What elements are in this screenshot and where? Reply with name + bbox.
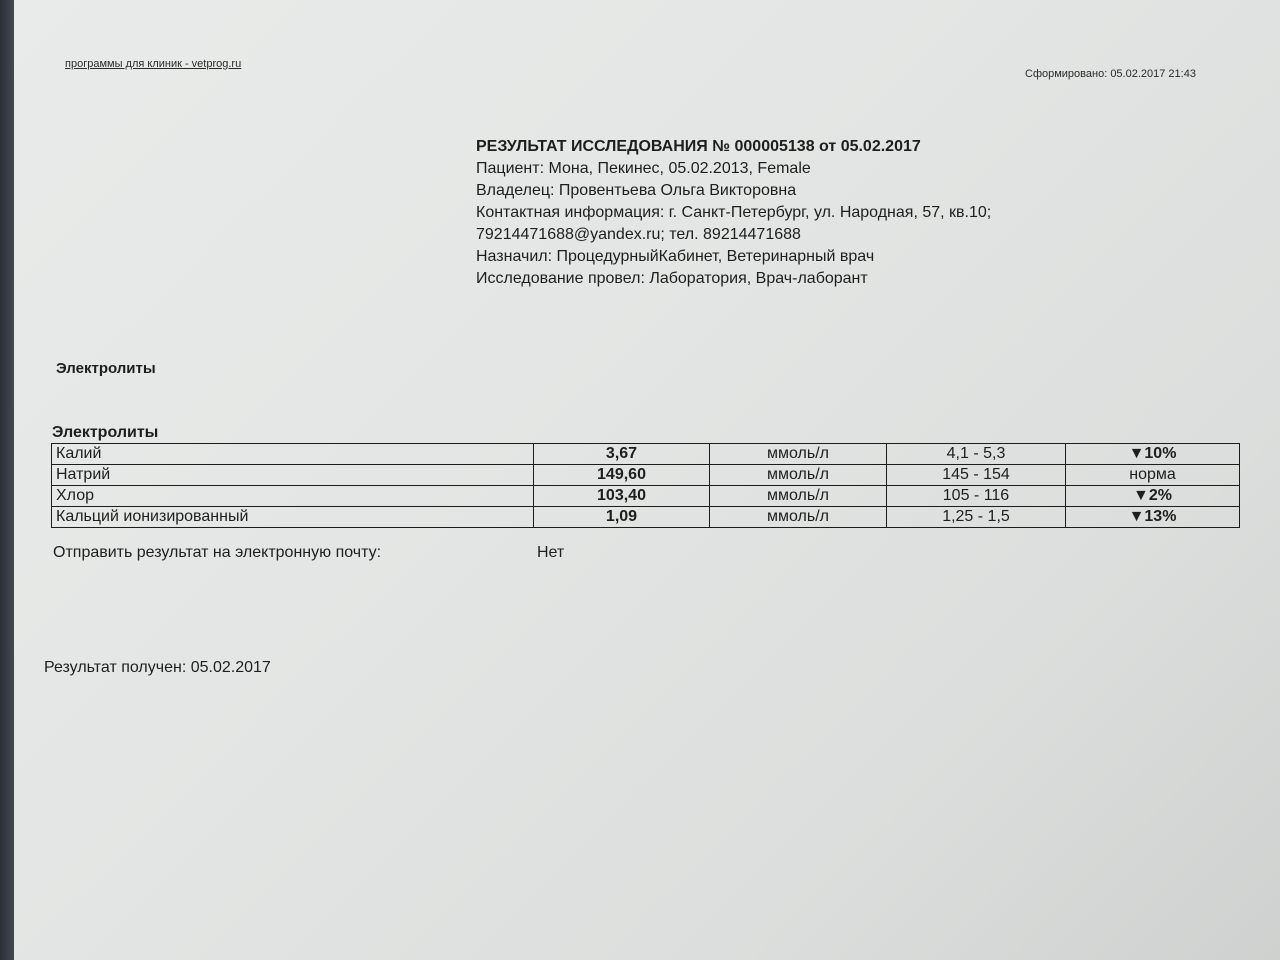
reference-range: 1,25 - 1,5 bbox=[887, 507, 1066, 528]
analyte-unit: ммоль/л bbox=[710, 507, 887, 528]
ordered-by-line: Назначил: ПроцедурныйКабинет, Ветеринарный врач bbox=[476, 248, 875, 265]
analyte-unit: ммоль/л bbox=[710, 444, 887, 465]
table-row bbox=[52, 486, 1240, 507]
table-row bbox=[52, 444, 1240, 465]
report-title: РЕЗУЛЬТАТ ИССЛЕДОВАНИЯ № 000005138 от 05.02.2017 bbox=[476, 138, 921, 155]
analyte-name: Калий bbox=[52, 444, 534, 465]
performed-by-line: Исследование провел: Лаборатория, Врач-лаборант bbox=[476, 270, 868, 287]
vendor-link: программы для клиник - vetprog.ru bbox=[65, 58, 242, 70]
analyte-unit: ммоль/л bbox=[710, 465, 887, 486]
generated-timestamp: Сформировано: 05.02.2017 21:43 bbox=[1025, 68, 1196, 80]
section-title: Электролиты bbox=[56, 360, 156, 377]
analyte-value: 149,60 bbox=[534, 465, 710, 486]
analyte-value: 3,67 bbox=[534, 444, 710, 465]
analyte-value: 1,09 bbox=[534, 507, 710, 528]
patient-line: Пациент: Мона, Пекинес, 05.02.2013, Female bbox=[476, 160, 811, 177]
reference-range: 105 - 116 bbox=[887, 486, 1066, 507]
deviation-flag: ▼10% bbox=[1066, 444, 1240, 465]
contact-line-2: 79214471688@yandex.ru; тел. 89214471688 bbox=[476, 226, 801, 243]
email-send-label: Отправить результат на электронную почту: bbox=[53, 544, 382, 561]
analyte-unit: ммоль/л bbox=[710, 486, 887, 507]
contact-line: Контактная информация: г. Санкт-Петербург, ул. Народная, 57, кв.10; bbox=[476, 204, 992, 221]
analyte-value: 103,40 bbox=[534, 486, 710, 507]
deviation-flag: норма bbox=[1066, 465, 1240, 486]
table-row bbox=[52, 465, 1240, 486]
email-send-value: Нет bbox=[537, 544, 565, 561]
report-header bbox=[476, 136, 991, 290]
analyte-name: Кальций ионизированный bbox=[52, 507, 534, 528]
reference-range: 145 - 154 bbox=[887, 465, 1066, 486]
table-row bbox=[52, 507, 1240, 528]
results-table bbox=[51, 443, 1240, 528]
owner-line: Владелец: Провентьева Ольга Викторовна bbox=[476, 182, 797, 199]
reference-range: 4,1 - 5,3 bbox=[887, 444, 1066, 465]
analyte-name: Хлор bbox=[52, 486, 534, 507]
result-received: Результат получен: 05.02.2017 bbox=[44, 659, 271, 676]
deviation-flag: ▼2% bbox=[1066, 486, 1240, 507]
deviation-flag: ▼13% bbox=[1066, 507, 1240, 528]
analyte-name: Натрий bbox=[52, 465, 534, 486]
report-page bbox=[14, 0, 1280, 960]
table-title: Электролиты bbox=[52, 424, 159, 441]
